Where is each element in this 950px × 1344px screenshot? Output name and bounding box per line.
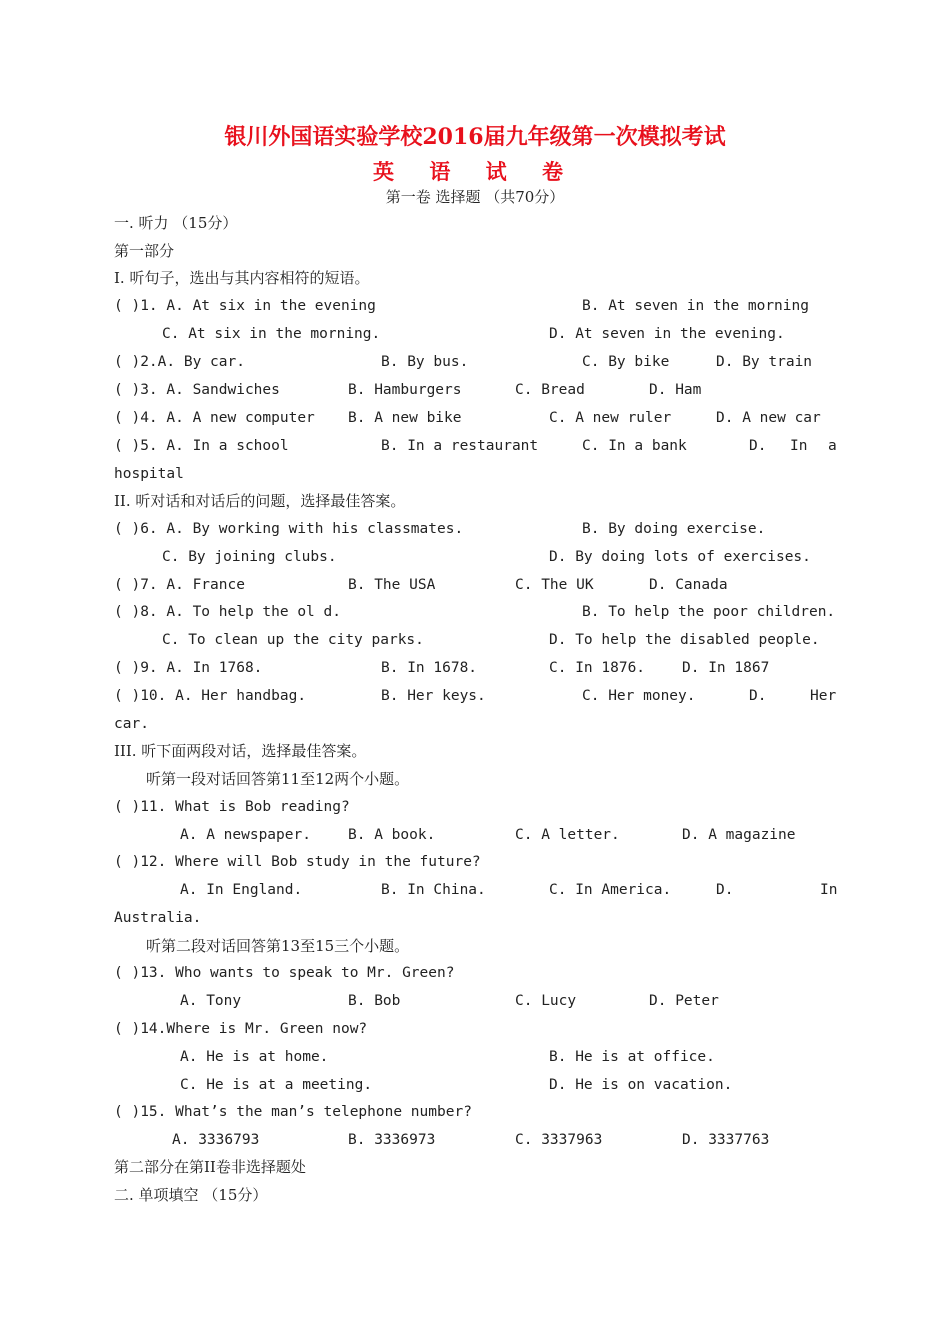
question-14-stem: ( )14.Where is Mr. Green now? bbox=[114, 1021, 368, 1037]
part-two-note-line bbox=[0, 1153, 950, 1181]
question-6-c: C. By joining clubs. bbox=[162, 549, 337, 565]
question-5-d-label: D. bbox=[749, 438, 767, 454]
question-3-c: C. Bread bbox=[515, 382, 585, 398]
question-10-a: ( )10. A. Her handbag. bbox=[114, 688, 307, 704]
question-13-options bbox=[0, 987, 950, 1015]
part-one-label: 第一部分 bbox=[114, 242, 175, 260]
question-9 bbox=[0, 654, 950, 682]
dialog-1-line bbox=[0, 765, 950, 793]
question-11-b: B. A book. bbox=[348, 827, 436, 843]
question-8-c: C. To clean up the city parks. bbox=[162, 632, 424, 648]
question-14-c: C. He is at a meeting. bbox=[180, 1077, 373, 1093]
question-14-b: B. He is at office. bbox=[549, 1049, 715, 1065]
question-6-b: B. By doing exercise. bbox=[582, 521, 766, 537]
question-15-a: A. 3336793 bbox=[172, 1132, 260, 1148]
question-11-d: D. A magazine bbox=[682, 827, 796, 843]
question-7-b: B. The USA bbox=[348, 577, 436, 593]
question-3-a: ( )3. A. Sandwiches bbox=[114, 382, 280, 398]
question-12-b: B. In China. bbox=[381, 882, 486, 898]
part-two-note: 第二部分在第II卷非选择题处 bbox=[114, 1158, 306, 1176]
question-13-d: D. Peter bbox=[649, 993, 719, 1009]
question-13-c: C. Lucy bbox=[515, 993, 577, 1009]
question-4-b: B. A new bike bbox=[348, 410, 462, 426]
section-title: 第一卷 选择题 （共70分） bbox=[385, 188, 565, 206]
question-5 bbox=[0, 432, 950, 460]
question-6-d: D. By doing lots of exercises. bbox=[549, 549, 811, 565]
question-3-d: D. Ham bbox=[649, 382, 702, 398]
question-14-options-2 bbox=[0, 1071, 950, 1099]
question-5-d-word2: a bbox=[828, 438, 837, 454]
question-5-d-cont: hospital bbox=[114, 466, 184, 482]
question-12-d-label: D. bbox=[716, 882, 734, 898]
question-1-b: B. At seven in the morning bbox=[582, 298, 809, 314]
question-12-d-word: In bbox=[820, 882, 838, 898]
question-2-b: B. By bus. bbox=[381, 354, 469, 370]
question-1 bbox=[0, 292, 950, 320]
question-15-b: B. 3336973 bbox=[348, 1132, 436, 1148]
question-7-c: C. The UK bbox=[515, 577, 594, 593]
question-13-b: B. Bob bbox=[348, 993, 401, 1009]
question-12-a: A. In England. bbox=[180, 882, 303, 898]
question-5-c: C. In a bank bbox=[582, 438, 687, 454]
single-choice-heading-line bbox=[0, 1181, 950, 1209]
question-4-c: C. A new ruler bbox=[549, 410, 672, 426]
question-5-cont bbox=[0, 460, 950, 488]
listening-heading: 一. 听力 （15分） bbox=[114, 214, 238, 232]
instruction-1-line bbox=[0, 264, 950, 292]
question-4-a: ( )4. A. A new computer bbox=[114, 410, 315, 426]
question-15-c: C. 3337963 bbox=[515, 1132, 603, 1148]
question-10 bbox=[0, 682, 950, 710]
question-10-c: C. Her money. bbox=[582, 688, 696, 704]
dialog-1-instruction: 听第一段对话回答第11至12两个小题。 bbox=[146, 770, 410, 788]
dialog-2-instruction: 听第二段对话回答第13至15三个小题。 bbox=[146, 937, 410, 955]
instruction-2-line bbox=[0, 487, 950, 515]
question-8-b: B. To help the poor children. bbox=[582, 604, 836, 620]
section-title-line bbox=[0, 183, 950, 211]
question-4-d: D. A new car bbox=[716, 410, 821, 426]
part-one-line bbox=[0, 237, 950, 265]
question-5-b: B. In a restaurant bbox=[381, 438, 539, 454]
question-14-d: D. He is on vacation. bbox=[549, 1077, 733, 1093]
question-13 bbox=[0, 959, 950, 987]
question-4 bbox=[0, 404, 950, 432]
question-6-cont bbox=[0, 543, 950, 571]
listening-heading-line bbox=[0, 209, 950, 237]
question-2-c: C. By bike bbox=[582, 354, 670, 370]
question-12-options bbox=[0, 876, 950, 904]
school-title: 银川外国语实验学校2016届九年级第一次模拟考试 bbox=[224, 124, 726, 150]
question-12-c: C. In America. bbox=[549, 882, 672, 898]
question-11-c: C. A letter. bbox=[515, 827, 620, 843]
question-8-cont bbox=[0, 626, 950, 654]
question-14-options-1 bbox=[0, 1043, 950, 1071]
question-1-d: D. At seven in the evening. bbox=[549, 326, 785, 342]
question-1-c: C. At six in the morning. bbox=[162, 326, 381, 342]
question-15-d: D. 3337763 bbox=[682, 1132, 770, 1148]
question-7-a: ( )7. A. France bbox=[114, 577, 245, 593]
instruction-3: III. 听下面两段对话，选择最佳答案。 bbox=[114, 742, 367, 760]
question-11-a: A. A newspaper. bbox=[180, 827, 311, 843]
question-10-d-word: Her bbox=[810, 688, 837, 704]
question-12-stem: ( )12. Where will Bob study in the future? bbox=[114, 854, 481, 870]
question-8-d: D. To help the disabled people. bbox=[549, 632, 820, 648]
question-7-d: D. Canada bbox=[649, 577, 728, 593]
question-10-cont bbox=[0, 710, 950, 738]
question-12-cont bbox=[0, 904, 950, 932]
question-2 bbox=[0, 348, 950, 376]
question-12-d-cont: Australia. bbox=[114, 910, 202, 926]
instruction-3-line bbox=[0, 737, 950, 765]
dialog-2-line bbox=[0, 932, 950, 960]
question-7 bbox=[0, 571, 950, 599]
question-6 bbox=[0, 515, 950, 543]
question-5-d-word1: In bbox=[790, 438, 808, 454]
question-1-cont bbox=[0, 320, 950, 348]
instruction-1: I. 听句子，选出与其内容相符的短语。 bbox=[114, 269, 370, 287]
question-15-options bbox=[0, 1126, 950, 1154]
question-2-a: ( )2.A. By car. bbox=[114, 354, 245, 370]
question-15 bbox=[0, 1098, 950, 1126]
question-14 bbox=[0, 1015, 950, 1043]
question-11 bbox=[0, 793, 950, 821]
question-6-a: ( )6. A. By working with his classmates. bbox=[114, 521, 464, 537]
question-10-d-label: D. bbox=[749, 688, 767, 704]
question-9-c: C. In 1876. bbox=[549, 660, 646, 676]
single-choice-heading: 二. 单项填空 （15分） bbox=[114, 1186, 268, 1204]
question-2-d: D. By train bbox=[716, 354, 813, 370]
question-9-b: B. In 1678. bbox=[381, 660, 478, 676]
question-9-a: ( )9. A. In 1768. bbox=[114, 660, 263, 676]
question-13-a: A. Tony bbox=[180, 993, 242, 1009]
question-11-stem: ( )11. What is Bob reading? bbox=[114, 799, 350, 815]
question-9-d: D. In 1867 bbox=[682, 660, 770, 676]
instruction-2: II. 听对话和对话后的问题，选择最佳答案。 bbox=[114, 492, 406, 510]
question-14-a: A. He is at home. bbox=[180, 1049, 329, 1065]
question-15-stem: ( )15. What’s the man’s telephone number? bbox=[114, 1104, 472, 1120]
question-3 bbox=[0, 376, 950, 404]
question-12 bbox=[0, 848, 950, 876]
question-13-stem: ( )13. Who wants to speak to Mr. Green? bbox=[114, 965, 455, 981]
question-10-d-cont: car. bbox=[114, 716, 149, 732]
question-8 bbox=[0, 598, 950, 626]
question-5-a: ( )5. A. In a school bbox=[114, 438, 289, 454]
question-1-a: ( )1. A. At six in the evening bbox=[114, 298, 376, 314]
question-11-options bbox=[0, 821, 950, 849]
question-8-a: ( )8. A. To help the ol d. bbox=[114, 604, 341, 620]
subject-title: 英 语 试 卷 bbox=[373, 159, 577, 184]
question-10-b: B. Her keys. bbox=[381, 688, 486, 704]
question-3-b: B. Hamburgers bbox=[348, 382, 462, 398]
